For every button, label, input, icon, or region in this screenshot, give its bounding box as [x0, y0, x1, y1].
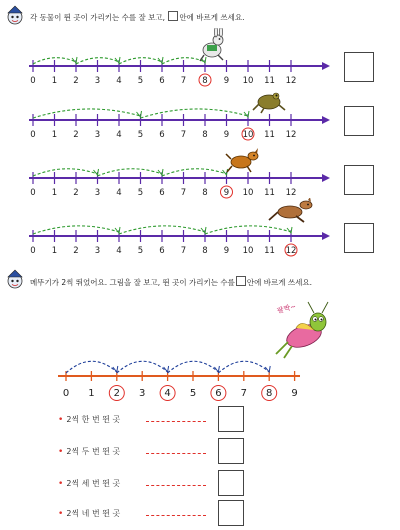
tick-label: 11: [264, 246, 275, 256]
rabbit-icon: [196, 28, 230, 64]
tick-label: 0: [30, 188, 36, 198]
question-2-label: 2씩 두 번 뛴 곳: [66, 447, 121, 456]
tick-label: 6: [215, 388, 222, 399]
tick-label: 3: [94, 130, 101, 140]
tick-label: 12: [285, 76, 297, 86]
tick-label: 3: [94, 76, 101, 86]
tick-label: 7: [180, 76, 187, 86]
tick-label: 12: [285, 188, 297, 198]
tick-label: 9: [291, 388, 298, 399]
tick-label: 10: [242, 130, 254, 140]
tick-label: 11: [264, 130, 275, 140]
tick-label: 2: [73, 246, 79, 256]
arrow-icon: [322, 116, 330, 124]
question-3-line: [146, 485, 206, 486]
tick-label: 8: [202, 130, 208, 140]
tick-label: 5: [137, 130, 144, 140]
question-2: [58, 446, 120, 457]
tick-label: 5: [189, 388, 197, 399]
jump-arrowhead: [72, 57, 77, 63]
tick-label: 5: [137, 246, 144, 256]
tick-label: 9: [223, 246, 230, 256]
dog-icon: [225, 148, 261, 174]
tick-label: 11: [264, 188, 275, 198]
answer-box-2[interactable]: [344, 106, 374, 136]
tick-label: 7: [180, 130, 187, 140]
number-line-row-1: [29, 57, 330, 86]
tick-label: 6: [159, 188, 165, 198]
jump-arc: [162, 169, 227, 176]
answer-box-q1[interactable]: [218, 406, 244, 432]
jump-arrowhead: [158, 57, 163, 63]
arrow-icon: [322, 62, 330, 70]
tick-label: 12: [285, 130, 297, 140]
answer-box-1[interactable]: [344, 52, 374, 82]
inline-box-icon: [236, 276, 246, 286]
tick-label: 10: [242, 246, 254, 256]
jump-arc: [33, 169, 98, 176]
question-4-label: 2씩 네 번 뛴 곳: [66, 509, 121, 518]
number-line-row-4: [29, 226, 330, 256]
tick-label: 12: [285, 246, 297, 256]
jump-arc: [33, 109, 141, 118]
kangaroo-icon: [268, 198, 318, 224]
answer-box-4[interactable]: [344, 223, 374, 253]
jump-arc: [141, 109, 249, 118]
tick-label: 8: [202, 188, 208, 198]
answer-box-3[interactable]: [344, 165, 374, 195]
tick-label: 0: [62, 388, 70, 399]
frog-icon: [252, 90, 286, 114]
tick-label: 9: [223, 188, 230, 198]
tick-label: 10: [242, 76, 254, 86]
number-line-row-3: [29, 169, 330, 198]
tick-label: 5: [137, 188, 144, 198]
question-3: [58, 478, 120, 489]
instruction-2-part2: 안에 바르게 쓰세요.: [246, 278, 312, 287]
tick-label: 7: [240, 388, 247, 399]
answer-box-q3[interactable]: [218, 470, 244, 496]
tick-label: 3: [94, 246, 101, 256]
answer-box-q2[interactable]: [218, 438, 244, 464]
tick-label: 1: [51, 246, 58, 256]
tick-label: 0: [30, 130, 36, 140]
tick-label: 2: [73, 188, 79, 198]
tick-label: 0: [30, 246, 36, 256]
tick-label: 3: [139, 388, 146, 399]
sound-effect-text: 팔짝~: [276, 302, 297, 316]
tick-label: 6: [159, 76, 165, 86]
tick-label: 6: [159, 130, 165, 140]
jump-arrowhead: [94, 169, 99, 175]
tick-label: 4: [116, 246, 122, 256]
jump-arrowhead: [158, 169, 163, 175]
tick-label: 1: [51, 130, 58, 140]
jump-arc: [98, 169, 163, 176]
bullet-icon: •: [58, 447, 64, 457]
instruction-2-part1: 메뚜기가 2씩 뛰었어요. 그림을 잘 보고, 뛴 곳이 가리키는 수를: [30, 278, 235, 287]
tick-label: 11: [264, 76, 275, 86]
tick-label: 5: [137, 76, 144, 86]
tick-label: 8: [202, 246, 208, 256]
mascot-icon: [4, 268, 26, 290]
tick-label: 2: [73, 130, 79, 140]
bullet-icon: •: [58, 509, 64, 519]
question-3-label: 2씩 세 번 뛴 곳: [66, 479, 121, 488]
tick-label: 7: [180, 188, 187, 198]
tick-label: 8: [202, 76, 208, 86]
bullet-icon: •: [58, 479, 64, 489]
tick-label: 2: [113, 388, 120, 399]
tick-label: 8: [266, 388, 273, 399]
instruction-2: [30, 276, 312, 288]
tick-label: 10: [242, 188, 254, 198]
arrow-icon: [322, 232, 330, 240]
tick-label: 0: [30, 76, 36, 86]
tick-label: 4: [116, 130, 122, 140]
tick-label: 4: [116, 76, 122, 86]
tick-label: 4: [164, 388, 171, 399]
tick-label: 1: [88, 388, 95, 399]
tick-label: 7: [180, 246, 187, 256]
answer-box-q4[interactable]: [218, 500, 244, 526]
arrow-icon: [322, 174, 330, 182]
number-line-section2: [0, 340, 400, 410]
tick-label: 3: [94, 188, 101, 198]
tick-label: 9: [223, 76, 230, 86]
tick-label: 6: [159, 246, 165, 256]
tick-label: 4: [116, 188, 122, 198]
question-4: [58, 508, 120, 519]
instruction-1-part1: 각 동물이 뛴 곳이 가리키는 수를 잘 보고,: [30, 13, 165, 22]
instruction-1-part2: 안에 바르게 쓰세요.: [179, 13, 245, 22]
bullet-icon: •: [58, 415, 64, 425]
question-1-label: 2씩 한 번 뛴 곳: [66, 415, 121, 424]
question-4-line: [146, 515, 206, 516]
jump-arrowhead: [115, 57, 120, 63]
tick-label: 1: [51, 188, 58, 198]
question-1-line: [146, 421, 206, 422]
question-2-line: [146, 453, 206, 454]
tick-label: 9: [223, 130, 230, 140]
tick-label: 1: [51, 76, 58, 86]
tick-label: 2: [73, 76, 79, 86]
question-1: [58, 414, 120, 425]
